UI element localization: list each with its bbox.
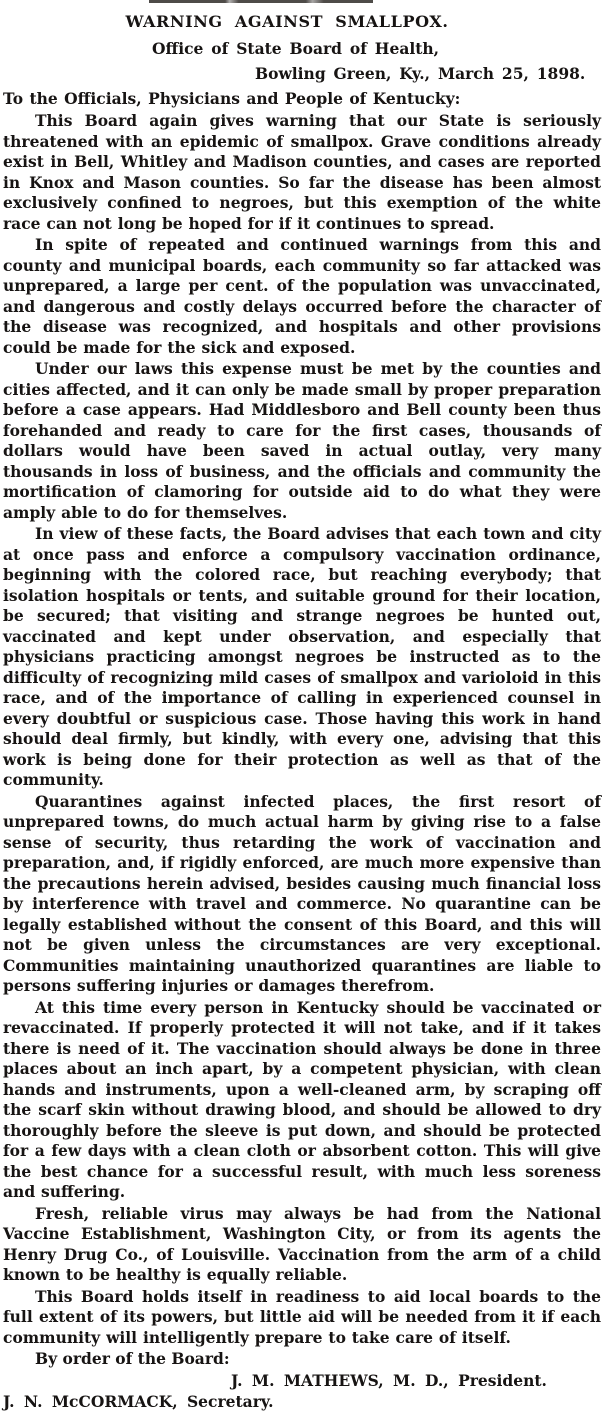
salutation: To the Officials, Physicians and People of Kentucky:: [3, 89, 461, 108]
paragraph-virus-source: Fresh, reliable virus may always be had from the National Vaccine Establishment, Washington City, or from its agents the Henry Drug Co., of Louisville. Vaccination from the arm of a child known to be healthy is equally reliable.: [3, 1203, 601, 1284]
scan-artifact-top: [149, 0, 373, 3]
signature-president: J. M. MATHEWS, M. D., President.: [231, 1370, 547, 1390]
paragraph-expense-counties: Under our laws this expense must be met by the counties and cities affected, and it can only be made small by proper preparation before a case appears. Had Middlesboro and Bell county been thus forehanded and ready to care for the first cases, thousands of dollars would have been saved in actual outlay, very many thousands in loss of business, and the officials and community the mortification of clamoring for outside aid to do what they were amply able to do for themselves.: [3, 359, 601, 522]
closing-line: By order of the Board:: [35, 1349, 230, 1368]
paragraph-warning-epidemic: This Board again gives warning that our State is seriously threatened with an epidemic of smallpox. Grave conditions already exist in Bell, Whitley and Madison counties, and cases are reported in Knox and Mason counties. So far the disease has been almost exclusively confined to negroes, but this exemption of the white race can not long be hoped for if it continues to spread.: [3, 111, 601, 233]
paragraph-quarantines: Quarantines against infected places, the first resort of unprepared towns, do much actual harm by giving rise to a false sense of security, thus retarding the work of vaccination and preparation, and, if rigidly enforced, are much more expensive than the precautions herein advised, besides causing much financial loss by interference with travel and commerce. No quarantine can be legally established without the consent of this Board, and this will not be given unless the circumstances are very exceptional. Communities maintaining unauthorized quarantines are liable to persons suffering injuries or damages therefrom.: [3, 791, 601, 995]
signature-secretary: J. N. McCORMACK, Secretary.: [3, 1392, 274, 1411]
paragraph-board-advises: In view of these facts, the Board advises that each town and city at once pass and enforce a compulsory vaccination ordinance, beginning with the colored race, but reaching everybody; that isolation hospitals or tents, and suitable ground for their location, be secured; that visiting and strange negroes be hunted out, vaccinated and kept under observation, and especially that physicians practicing amongst negroes be instructed as to the difficulty of recognizing mild cases of smallpox and varioloid in this race, and of the importance of calling in experienced counsel in every doubtful or suspicious case. Those having this work in hand should deal firmly, but kindly, with every one, advising that this work is being done for their protection as well as that of the community.: [3, 524, 601, 789]
paragraph-unprepared-communities: In spite of repeated and continued warnings from this and county and municipal boards, each community so far attacked was unprepared, a large per cent. of the population was unvaccinated, and dangerous and costly delays occurred before the character of the disease was recognized, and hospitals and other provisions could be made for the sick and exposed.: [3, 235, 601, 357]
dateline: Bowling Green, Ky., March 25, 1898.: [255, 64, 586, 83]
paragraph-board-readiness: This Board holds itself in readiness to aid local boards to the full extent of its powers, but little aid will be needed from it if each community will intelligently prepare to take care of itself.: [3, 1286, 601, 1347]
office-line: Office of State Board of Health,: [152, 39, 440, 58]
paragraph-vaccination-method: At this time every person in Kentucky should be vaccinated or revaccinated. If properly protected it will not take, and if it takes there is need of it. The vaccination should always be done in three places about an inch apart, by a competent physician, with clean hands and instruments, upon a well-cleaned arm, by scraping off the scarf skin without drawing blood, and should be allowed to dry thoroughly before the sleeve is put down, and should be protected for a few days with a clean cloth or absorbent cotton. This will give the best chance for a successful result, with much less soreness and suffering.: [3, 997, 601, 1201]
document-title: WARNING AGAINST SMALLPOX.: [125, 12, 449, 31]
